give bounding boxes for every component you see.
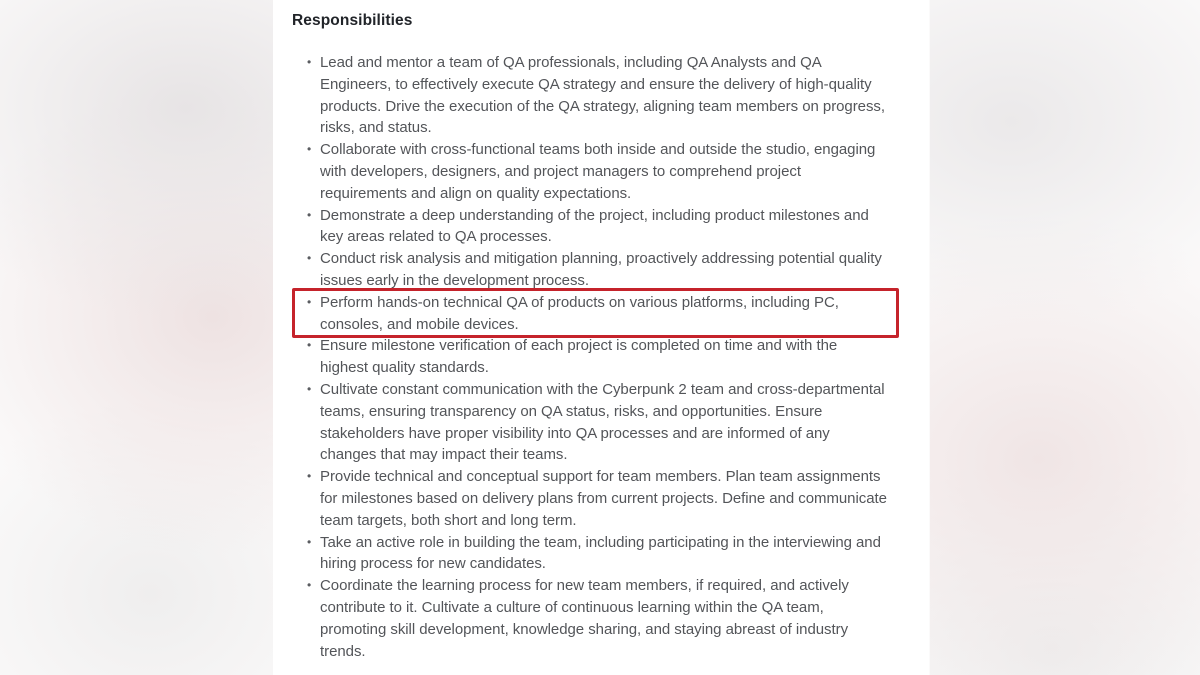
section-heading: Responsibilities xyxy=(292,12,413,29)
job-description-panel xyxy=(273,0,929,675)
list-item: • Collaborate with cross-functional teams both inside and outside the studio, engaging with developers, designers, and project managers to comprehend project requirements and align on quality expectations. xyxy=(306,139,889,204)
list-item: • Demonstrate a deep understanding of the project, including product milestones and key areas related to QA processes. xyxy=(306,205,889,249)
list-item: • Lead and mentor a team of QA professionals, including QA Analysts and QA Engineers, to effectively execute QA strategy and ensure the delivery of high-quality products. Drive the execution of the QA strategy, aligning team members on progress, risks, and status. xyxy=(306,52,889,139)
list-item: • Provide technical and conceptual support for team members. Plan team assignments for milestones based on delivery plans from current projects. Define and communicate team targets, both short and long term. xyxy=(306,466,889,531)
list-item: • Conduct risk analysis and mitigation planning, proactively addressing potential quality issues early in the development process. xyxy=(306,248,889,292)
responsibilities-list xyxy=(292,52,889,662)
list-item: • Coordinate the learning process for new team members, if required, and actively contribute to it. Cultivate a culture of continuous learning within the QA team, promoting skill development, knowledge sharing, and staying abreast of industry trends. xyxy=(306,575,889,662)
list-item: • Cultivate constant communication with the Cyberpunk 2 team and cross-departmental teams, ensuring transparency on QA status, risks, and opportunities. Ensure stakeholders have proper visibility into QA processes and are informed of any changes that may impact their teams. xyxy=(306,379,889,466)
background-left-blur xyxy=(0,0,273,675)
background-right-blur xyxy=(930,0,1200,675)
list-item: • Perform hands-on technical QA of products on various platforms, including PC, consoles, and mobile devices. xyxy=(306,292,889,336)
list-item: • Take an active role in building the team, including participating in the interviewing and hiring process for new candidates. xyxy=(306,532,889,576)
annotation-highlight-box xyxy=(292,288,899,339)
list-item: • Ensure milestone verification of each project is completed on time and with the highest quality standards. xyxy=(306,335,889,379)
